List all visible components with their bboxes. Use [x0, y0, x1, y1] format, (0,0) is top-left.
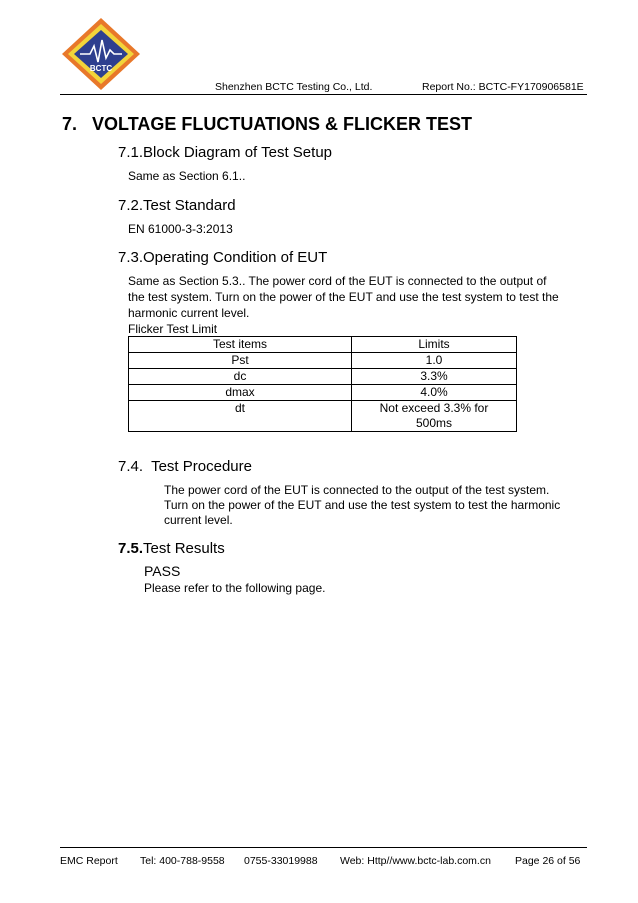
text-7-2: EN 61000-3-3:2013 [128, 222, 233, 236]
table-header-cell: Test items [129, 337, 352, 353]
header-company: Shenzhen BCTC Testing Co., Ltd. [215, 81, 373, 93]
text-7-3-line3: harmonic current level. [128, 306, 250, 320]
heading-7-2: 7.2.Test Standard [118, 197, 236, 214]
bctc-logo [60, 16, 142, 92]
heading-7-4: 7.4. Test Procedure [118, 458, 252, 475]
text-7-3-line1: Same as Section 5.3.. The power cord of the EUT is connected to the output of [128, 274, 547, 288]
text-7-4-line3: current level. [164, 513, 233, 527]
table-cell: Pst [129, 353, 352, 369]
section-title-text: VOLTAGE FLUCTUATIONS & FLICKER TEST [92, 114, 473, 134]
footer-tel2: 0755-33019988 [244, 855, 318, 867]
table-cell: dmax [129, 385, 352, 401]
heading-7-5-number: 7.5. [118, 540, 144, 557]
table-row [129, 385, 517, 401]
table-cell: dc [129, 369, 352, 385]
footer-report: EMC Report [60, 855, 118, 867]
table-cell-line: Not exceed 3.3% for [379, 401, 489, 415]
text-7-1: Same as Section 6.1.. [128, 169, 246, 183]
result-note: Please refer to the following page. [144, 581, 326, 595]
heading-7-3: 7.3.Operating Condition of EUT [118, 249, 328, 266]
heading-7-1: 7.1.Block Diagram of Test Setup [118, 144, 332, 161]
table-row [129, 353, 517, 369]
logo-text: BCTC [89, 64, 113, 73]
footer-tel: Tel: 400-788-9558 [140, 855, 225, 867]
flicker-limit-table [128, 336, 517, 432]
table-caption: Flicker Test Limit [128, 322, 218, 336]
table-cell [352, 401, 517, 432]
table-row [129, 369, 517, 385]
text-7-4-line2: Turn on the power of the EUT and use the test system to test the harmonic [164, 498, 561, 512]
text-7-3-line2: the test system. Turn on the power of the EUT and use the test system to test the [128, 290, 559, 304]
table-cell: dt [129, 401, 352, 432]
table-header-row [129, 337, 517, 353]
table-header-cell: Limits [352, 337, 517, 353]
table-cell: 1.0 [352, 353, 517, 369]
footer-page-number: Page 26 of 56 [515, 855, 581, 867]
footer-web: Web: Http//www.bctc-lab.com.cn [340, 855, 491, 867]
table-cell: 4.0% [352, 385, 517, 401]
table-row [129, 401, 517, 432]
table-cell-line: 500ms [415, 416, 453, 430]
heading-7-5-text: Test Results [143, 540, 225, 557]
text-7-4-line1: The power cord of the EUT is connected to the output of the test system. [164, 483, 550, 497]
header-report-number: Report No.: BCTC-FY170906581E [422, 81, 584, 93]
test-result: PASS [144, 563, 181, 579]
header-divider [60, 94, 587, 95]
footer-divider [60, 847, 587, 848]
section-title [62, 114, 472, 135]
section-number: 7. [62, 114, 78, 134]
table-cell: 3.3% [352, 369, 517, 385]
heading-7-5 [118, 540, 225, 557]
